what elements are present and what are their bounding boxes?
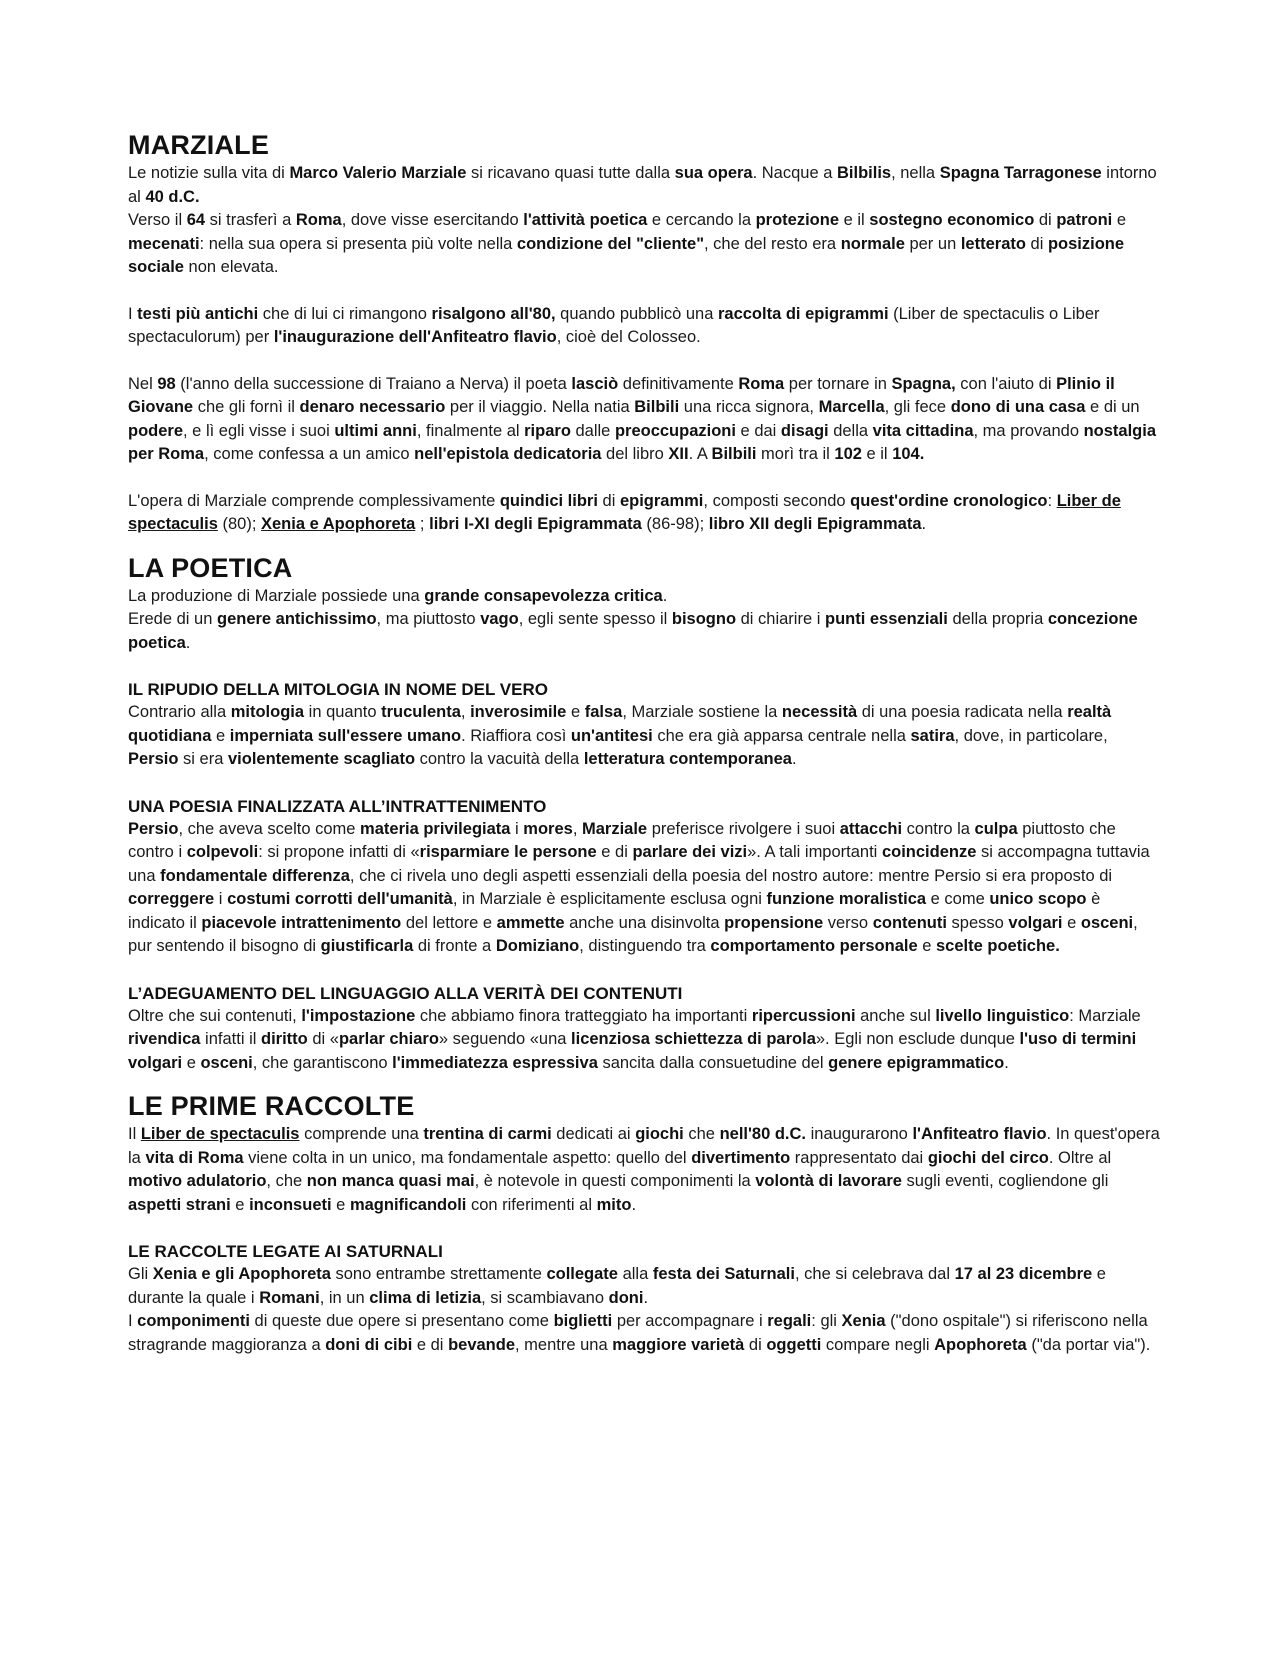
text-run: Erede di un (128, 610, 217, 628)
emphasis: piacevole intrattenimento (201, 913, 402, 932)
text-run: infatti il (200, 1030, 261, 1048)
emphasis: attacchi (839, 819, 903, 838)
text-run: sono entrambe strettamente (330, 1265, 547, 1283)
text-run: si accompagna tuttavia una (128, 843, 1150, 885)
emphasis: divertimento (691, 1148, 791, 1167)
emphasis: 17 al 23 dicembre (954, 1265, 1093, 1283)
text-run: . (631, 1195, 637, 1214)
text-run: spesso (946, 913, 1009, 932)
emphasis: oggetti (766, 1335, 822, 1354)
emphasis: realtà quotidiana (128, 703, 1112, 745)
emphasis: Bilbilis (836, 164, 892, 182)
emphasis: l'immediatezza espressiva (392, 1053, 598, 1072)
text-run: , (572, 819, 582, 838)
emphasis: risparmiare le persone (419, 843, 597, 861)
emphasis: ultimi anni (334, 421, 417, 440)
text-run: , dove, in particolare, (954, 726, 1108, 745)
emphasis: vago (480, 610, 519, 628)
emphasis: Xenia e gli Apophoreta (152, 1265, 331, 1283)
text-run: comprende una (299, 1125, 424, 1143)
text-run: di (744, 1335, 767, 1354)
emphasis: culpa (974, 819, 1018, 838)
emphasis: costumi corrotti dell'umanità (227, 890, 453, 908)
text-run: i (214, 890, 228, 908)
text-run: , che del resto era (704, 234, 841, 253)
emphasis: trentina di carmi (423, 1125, 552, 1143)
paragraph (128, 490, 1160, 537)
emphasis: osceni (200, 1053, 253, 1072)
emphasis: giochi del circo (927, 1148, 1049, 1167)
text-run: definitivamente (618, 374, 739, 393)
emphasis: posizione sociale (128, 234, 1125, 276)
text-run: , e lì egli visse i suoi (183, 421, 335, 440)
emphasis: parlar chiaro (338, 1030, 439, 1048)
text-run: verso (823, 913, 873, 932)
text-run: e (917, 937, 936, 955)
emphasis: mores (523, 819, 573, 838)
text-run: e (182, 1053, 201, 1072)
document-page (128, 128, 1160, 1357)
emphasis: lasciò (571, 374, 619, 393)
emphasis: Persio (128, 750, 179, 768)
text-run: Il (128, 1125, 141, 1143)
text-run: , che ci rivela uno degli aspetti essenziali della poesia del nostro autore: mentre Persio si era proposto di (349, 866, 1113, 885)
text-run: (80); (217, 515, 261, 533)
emphasis: libro XII degli Epigrammata (708, 515, 922, 533)
text-run: , cioè del Colosseo. (556, 328, 701, 346)
emphasis: comportamento personale (710, 937, 918, 955)
text-run: I (128, 1312, 138, 1330)
text-run: » seguendo «una (438, 1030, 572, 1048)
emphasis: inverosimile (470, 703, 567, 721)
emphasis: Bilbili (711, 445, 757, 463)
text-run: e (331, 1195, 350, 1214)
emphasis: parlare dei vizi (632, 843, 748, 861)
text-run: Le notizie sulla vita di (128, 164, 290, 182)
text-run: quando pubblicò una (555, 304, 718, 323)
emphasis: correggere (128, 890, 215, 908)
text-run: , egli sente spesso il (518, 610, 672, 628)
emphasis: l'Anfiteatro flavio (912, 1125, 1047, 1143)
text-run: e (230, 1195, 250, 1214)
emphasis: grande consapevolezza critica (424, 586, 663, 605)
text-run: di una poesia radicata nella (857, 703, 1068, 721)
emphasis: bevande (448, 1335, 516, 1354)
emphasis: podere (128, 421, 184, 440)
text-run: e durante la quale i (128, 1265, 1106, 1307)
paragraph (128, 585, 1160, 656)
text-run: e (1112, 211, 1126, 229)
text-run: anche una disinvolta (564, 913, 725, 932)
text-run: che (683, 1125, 720, 1143)
emphasis: sostegno economico (869, 211, 1035, 229)
section-title: MARZIALE (128, 130, 270, 160)
text-run: , gli fece (884, 398, 951, 416)
emphasis: un'antitesi (570, 726, 653, 745)
emphasis: vita cittadina (872, 421, 974, 440)
text-run: , pur sentendo il bisogno di (128, 913, 1138, 955)
text-run: in quanto (304, 703, 382, 721)
text-run: di (1025, 234, 1048, 253)
text-run: ». Egli non esclude dunque (815, 1030, 1020, 1048)
emphasis: riparo (524, 421, 571, 440)
text-run: e come (926, 890, 990, 908)
emphasis: satira (910, 726, 955, 745)
emphasis: imperniata sull'essere umano (229, 726, 462, 745)
emphasis: Domiziano (495, 937, 580, 955)
text-run: (Liber de spectaculis o Liber spectaculorum) per (128, 304, 1100, 346)
text-run: : si propone infatti di « (258, 843, 420, 861)
text-run: e di (412, 1335, 449, 1354)
emphasis: clima di letizia (369, 1288, 482, 1307)
emphasis: falsa (584, 703, 623, 721)
emphasis: propensione (724, 913, 824, 932)
text-run: : nella sua opera si presenta più volte nella (199, 234, 517, 253)
text-run: , si scambiavano (481, 1288, 609, 1307)
paragraph (128, 373, 1160, 467)
text-run: , come confessa a un amico (204, 445, 415, 463)
emphasis: doni (608, 1288, 644, 1307)
emphasis: volgari (1008, 913, 1063, 932)
text-run: che di lui ci rimangono (258, 304, 432, 323)
text-run: , finalmente al (416, 421, 525, 440)
text-run: , ma piuttosto (376, 610, 481, 628)
text-run: , in un (319, 1288, 370, 1307)
emphasis: funzione moralistica (766, 890, 927, 908)
text-run: , che si celebrava dal (794, 1265, 955, 1283)
emphasis: Persio (128, 819, 179, 838)
text-run: preferisce rivolgere i suoi (647, 819, 840, 838)
emphasis: quindici libri (499, 491, 598, 510)
emphasis: concezione poetica (128, 610, 1138, 652)
emphasis: punti essenziali (824, 610, 948, 628)
emphasis: regali (767, 1312, 812, 1330)
text-run: . (1004, 1053, 1009, 1072)
emphasis: protezione (755, 211, 839, 229)
text-run: della propria (947, 610, 1048, 628)
emphasis: preoccupazioni (614, 421, 736, 440)
text-run: sugli eventi, cogliendone gli (901, 1172, 1109, 1190)
text-run: : (1047, 491, 1057, 510)
text-run: . Oltre al (1048, 1148, 1112, 1167)
text-run: dedicati ai (551, 1125, 636, 1143)
text-run: . Riaffiora così (461, 726, 571, 745)
text-run: Oltre che sui contenuti, (128, 1006, 302, 1025)
text-run: si ricavano quasi tutte dalla (466, 164, 675, 182)
text-run: . In quest'opera la (128, 1125, 1160, 1167)
emphasis: disagi (780, 421, 829, 440)
emphasis: componimenti (137, 1312, 250, 1330)
text-run: ; (415, 515, 430, 533)
emphasis: giustificarla (320, 937, 414, 955)
emphasis: letteratura contemporanea (583, 750, 792, 768)
text-run: compare negli (821, 1335, 935, 1354)
emphasis: colpevoli (186, 843, 259, 861)
underline (261, 515, 415, 533)
text-run: si era (178, 750, 228, 768)
emphasis: Bilbili (634, 398, 680, 416)
text-run: , che garantiscono (252, 1053, 393, 1072)
emphasis: volontà di lavorare (755, 1172, 902, 1190)
text-run: contro la vacuità della (415, 750, 584, 768)
text-run: di (597, 491, 620, 510)
emphasis: letterato (960, 234, 1026, 253)
text-run: dalle (570, 421, 615, 440)
text-run: , ma provando (973, 421, 1084, 440)
text-run: , distinguendo tra (579, 937, 711, 955)
emphasis: nostalgia per Roma (128, 421, 1157, 463)
text-run: ». A tali importanti (747, 843, 882, 861)
emphasis: raccolta di epigrammi (717, 304, 889, 323)
text-run: . Nacque a (752, 164, 837, 182)
paragraph (128, 818, 1160, 959)
emphasis: quest'ordine cronologico (850, 491, 1048, 510)
emphasis: libri I-XI degli Epigrammata (429, 515, 642, 533)
text-run: che gli fornì il (193, 398, 300, 416)
emphasis: l'attività poetica (523, 211, 648, 229)
text-run: Nel (128, 374, 158, 393)
emphasis: maggiore varietà (612, 1335, 745, 1354)
emphasis: patroni (1056, 211, 1113, 229)
emphasis: non manca quasi mai (306, 1172, 475, 1190)
emphasis: XII (668, 445, 689, 463)
emphasis: nell'epistola dedicatoria (414, 445, 602, 463)
emphasis: fondamentale differenza (160, 866, 350, 885)
emphasis: 102 (834, 445, 862, 463)
text-run: per accompagnare i (612, 1312, 768, 1330)
emphasis: Spagna, (891, 374, 956, 393)
subsection-heading: IL RIPUDIO DELLA MITOLOGIA IN NOME DEL VERO (128, 680, 548, 699)
text-run: ("dono ospitale") si riferiscono nella stragrande maggioranza a (128, 1312, 1148, 1354)
emphasis: necessità (781, 703, 858, 721)
emphasis: l'impostazione (301, 1006, 416, 1025)
linked-title: Xenia e Apophoreta (261, 515, 416, 533)
subsection-heading: L’ADEGUAMENTO DEL LINGUAGGIO ALLA VERITÀ DEI CONTENUTI (128, 983, 683, 1003)
text-run: una ricca signora, (679, 398, 819, 416)
emphasis: Roma (738, 374, 785, 393)
text-run: alla (617, 1265, 653, 1283)
text-run: per un (904, 234, 961, 253)
text-run: , che (266, 1172, 307, 1190)
text-run: . (662, 586, 668, 605)
emphasis: ripercussioni (751, 1006, 856, 1025)
text-run: Contrario alla (128, 703, 231, 721)
emphasis: contenuti (872, 913, 947, 932)
text-run: e di un (1085, 398, 1140, 416)
emphasis: collegate (546, 1265, 618, 1283)
emphasis: rivendica (128, 1030, 201, 1048)
emphasis: livello linguistico (935, 1006, 1070, 1025)
text-run: contro la (902, 819, 975, 838)
emphasis: Spagna Tarragonese (939, 164, 1102, 182)
text-run: e il (839, 211, 870, 229)
text-run: e (211, 726, 230, 745)
text-run: e di (596, 843, 633, 861)
paragraph (128, 1263, 1160, 1357)
emphasis: Plinio il Giovane (128, 374, 1115, 416)
text-run: (l'anno della successione di Traiano a Nerva) il poeta (175, 374, 572, 393)
emphasis: testi più antichi (137, 304, 259, 323)
emphasis: l'uso di termini volgari (128, 1030, 1137, 1072)
text-run: si trasferì a (205, 211, 296, 229)
text-run: inaugurarono (806, 1125, 913, 1143)
text-run: . (185, 633, 191, 652)
text-run: con riferimenti al (466, 1195, 597, 1214)
emphasis: mitologia (230, 703, 305, 721)
emphasis: Roma (295, 211, 342, 229)
paragraph (128, 701, 1160, 772)
text-run: : gli (811, 1312, 842, 1330)
emphasis: osceni (1080, 913, 1134, 932)
emphasis: magnificandoli (349, 1195, 467, 1214)
text-run: (86-98); (641, 515, 709, 533)
text-run: . (791, 750, 797, 768)
paragraph (128, 303, 1160, 350)
text-run: non elevata. (183, 258, 279, 276)
text-run: che era già apparsa centrale nella (652, 726, 911, 745)
text-run: con l'aiuto di (955, 374, 1057, 393)
emphasis: risalgono all'80, (431, 304, 556, 323)
text-run: Gli (128, 1265, 153, 1283)
emphasis: unico scopo (989, 890, 1087, 908)
text-run: Verso il (128, 211, 187, 229)
text-run: e il (861, 445, 893, 463)
text-run: di fronte a (413, 937, 496, 955)
emphasis: festa dei Saturnali (652, 1265, 795, 1283)
text-run: , mentre una (515, 1335, 613, 1354)
emphasis: 104. (892, 445, 925, 463)
emphasis: giochi (635, 1125, 684, 1143)
text-run: è indicato il (128, 890, 1101, 932)
emphasis: genere antichissimo (216, 610, 377, 628)
subsection-heading: LE RACCOLTE LEGATE AI SATURNALI (128, 1242, 443, 1261)
underline (141, 1125, 300, 1143)
text-run: I (128, 304, 138, 323)
text-run: che abbiamo finora tratteggiato ha importanti (415, 1006, 752, 1025)
text-run: di chiarire i (736, 610, 825, 628)
section-title: LA POETICA (128, 552, 293, 583)
text-run: viene colta in un unico, ma fondamentale aspetto: quello del (243, 1148, 692, 1167)
paragraph (128, 1123, 1160, 1217)
text-run: di « (307, 1030, 339, 1048)
text-run: per il viaggio. Nella natia (445, 398, 635, 416)
text-run: rappresentato dai (790, 1148, 928, 1167)
emphasis: mito (596, 1195, 632, 1214)
emphasis: scelte poetiche. (936, 937, 1060, 955)
text-run: , che aveva scelto come (178, 819, 361, 838)
emphasis: nell'80 d.C. (719, 1125, 807, 1143)
paragraph (128, 162, 1160, 280)
emphasis: coincidenze (881, 843, 977, 861)
emphasis: vita di Roma (145, 1148, 244, 1167)
text-run: , in Marziale è esplicitamente esclusa ogni (452, 890, 767, 908)
emphasis: 40 d.C. (145, 187, 200, 206)
text-run: , nella (891, 164, 940, 182)
emphasis: motivo adulatorio (128, 1172, 267, 1190)
emphasis: dono di una casa (950, 398, 1086, 416)
text-run: intorno al (128, 164, 1157, 206)
text-run: , è notevole in questi componimenti la (474, 1172, 756, 1190)
text-run: sancita dalla consuetudine del (597, 1053, 829, 1072)
emphasis: violentemente scagliato (227, 750, 416, 768)
linked-title: Liber de spectaculis (140, 1125, 300, 1143)
emphasis: Apophoreta (934, 1335, 1027, 1354)
text-run: del lettore e (401, 913, 497, 932)
emphasis: genere epigrammatico (828, 1053, 1005, 1072)
text-run: . A (688, 445, 712, 463)
text-run: ("da portar via"). (1026, 1335, 1151, 1354)
text-run: La produzione di Marziale possiede una (128, 586, 425, 605)
subsection-heading: UNA POESIA FINALIZZATA ALL’INTRATTENIMENTO (128, 796, 547, 816)
text-run: della (828, 421, 873, 440)
emphasis: epigrammi (619, 491, 704, 510)
emphasis: sua opera (674, 164, 753, 182)
emphasis: denaro necessario (299, 398, 446, 416)
text-run: e cercando la (647, 211, 756, 229)
emphasis: Xenia (841, 1312, 886, 1330)
section-title: LE PRIME RACCOLTE (128, 1091, 415, 1121)
text-run: piuttosto che contro i (128, 819, 1116, 861)
emphasis: biglietti (553, 1312, 613, 1330)
emphasis: ammette (496, 913, 565, 932)
emphasis: 64 (186, 211, 206, 229)
emphasis: Marziale (582, 819, 648, 838)
emphasis: bisogno (671, 610, 737, 628)
text-run: : Marziale (1069, 1006, 1141, 1025)
emphasis: Marco Valerio Marziale (289, 164, 467, 182)
text-run: del libro (601, 445, 669, 463)
text-run: L'opera di Marziale comprende complessivamente (128, 491, 500, 510)
text-run: , Marziale sostiene la (622, 703, 782, 721)
emphasis: aspetti strani (128, 1195, 231, 1214)
text-run: . (643, 1288, 649, 1307)
emphasis: doni di cibi (325, 1335, 413, 1354)
emphasis: inconsueti (249, 1195, 332, 1214)
text-run: morì tra il (756, 445, 835, 463)
text-run: e (1062, 913, 1081, 932)
text-run: di (1034, 211, 1057, 229)
emphasis: mecenati (128, 234, 200, 253)
emphasis: diritto (261, 1030, 308, 1048)
text-run: per tornare in (784, 374, 892, 393)
emphasis: Marcella (818, 398, 885, 416)
text-run: , composti secondo (703, 491, 851, 510)
emphasis: condizione del "cliente" (516, 234, 705, 253)
emphasis: materia privilegiata (360, 819, 511, 838)
emphasis: l'inaugurazione dell'Anfiteatro flavio (273, 328, 557, 346)
text-run: e (566, 703, 585, 721)
text-run: di queste due opere si presentano come (249, 1312, 554, 1330)
emphasis: truculenta (381, 703, 461, 721)
text-run: anche sul (855, 1006, 936, 1025)
emphasis: 98 (157, 374, 176, 393)
emphasis: licenziosa schiettezza di parola (571, 1030, 816, 1048)
paragraph (128, 1005, 1160, 1076)
text-run: i (510, 819, 524, 838)
linked-title: Liber de spectaculis (128, 491, 1121, 533)
text-run: e dai (735, 421, 781, 440)
emphasis: Romani (259, 1288, 320, 1307)
emphasis: normale (840, 234, 905, 253)
text-run: , dove visse esercitando (341, 211, 524, 229)
text-run: , (460, 703, 471, 721)
text-run: . (921, 515, 927, 533)
